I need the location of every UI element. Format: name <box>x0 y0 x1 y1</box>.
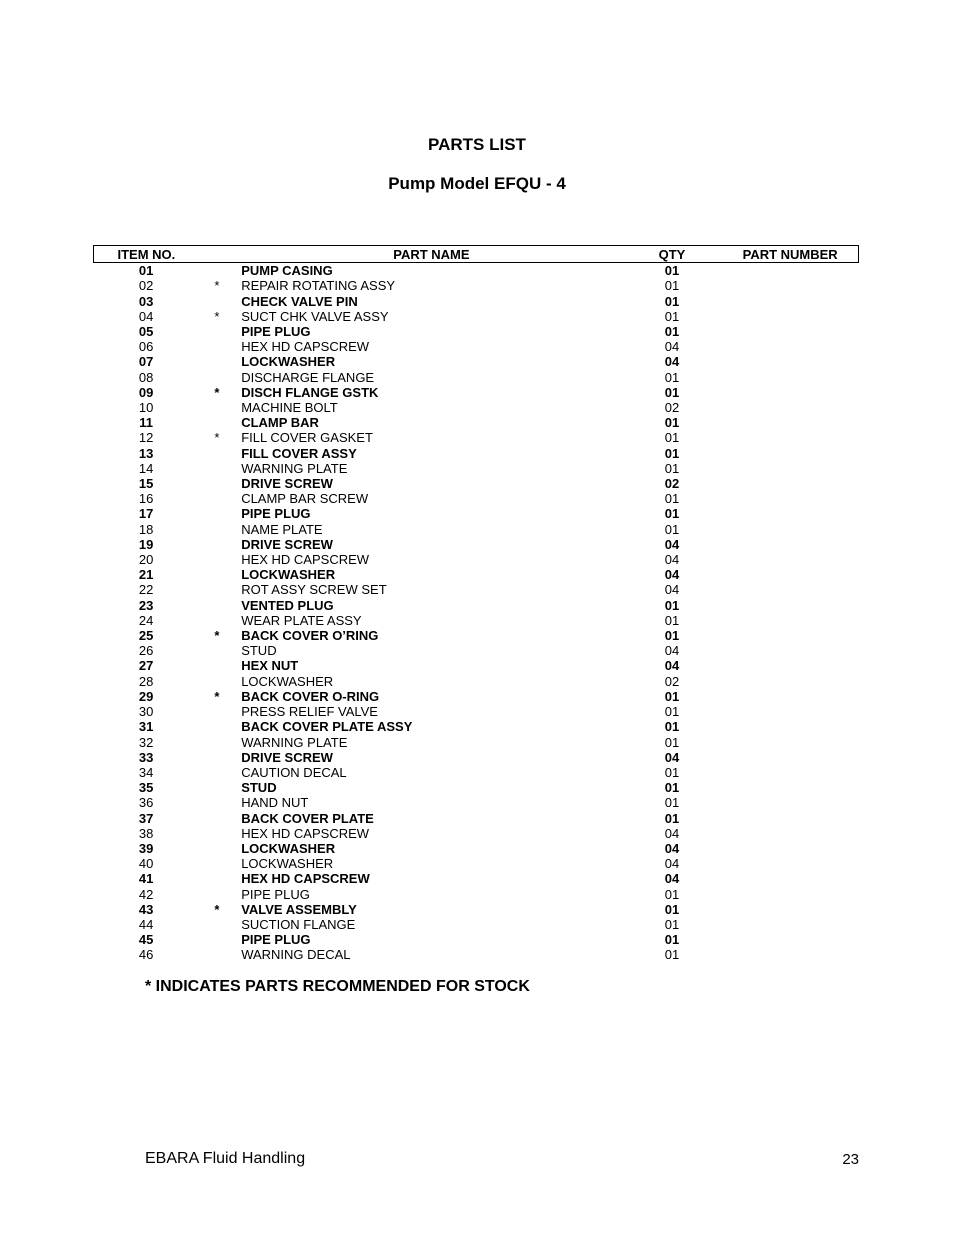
part-number-cell <box>722 750 858 765</box>
quantity-cell: 01 <box>664 628 680 644</box>
header-item-no: ITEM NO. <box>94 246 199 263</box>
part-name-cell: CLAMP BAR SCREW <box>241 491 369 507</box>
quantity-cell: 04 <box>664 749 680 765</box>
item-number-cell: 44 <box>138 916 154 932</box>
part-name-cell: REPAIR ROTATING ASSY <box>241 278 396 294</box>
quantity-cell: 01 <box>664 521 680 537</box>
table-row <box>94 902 859 917</box>
quantity-cell: 01 <box>664 597 680 613</box>
quantity-cell: 01 <box>664 810 680 826</box>
part-name-cell: HEX NUT <box>241 658 299 674</box>
part-number-cell <box>722 324 858 339</box>
part-name-cell: PIPE PLUG <box>241 506 311 522</box>
item-number-cell: 43 <box>138 901 154 917</box>
part-name-cell: CHECK VALVE PIN <box>241 293 358 309</box>
table-row <box>94 263 859 279</box>
item-number-cell: 18 <box>138 521 154 537</box>
stock-marker-cell <box>199 658 235 673</box>
part-number-cell <box>722 917 858 932</box>
part-number-cell <box>722 719 858 734</box>
stock-marker-cell <box>199 339 235 354</box>
table-row <box>94 856 859 871</box>
part-number-cell <box>722 294 858 309</box>
item-number-cell: 42 <box>138 886 154 902</box>
part-name-cell: LOCKWASHER <box>241 840 336 856</box>
page-title: PARTS LIST <box>428 135 526 154</box>
part-name-cell: LOCKWASHER <box>241 567 336 583</box>
part-name-cell: BACK COVER PLATE ASSY <box>241 719 413 735</box>
item-number-cell: 11 <box>139 415 153 431</box>
table-row <box>94 765 859 780</box>
stock-marker-cell <box>199 795 235 810</box>
part-name-cell: WARNING PLATE <box>241 734 348 750</box>
table-row <box>94 522 859 537</box>
part-name-cell: DRIVE SCREW <box>241 476 333 492</box>
stock-marker-cell <box>199 294 235 309</box>
part-number-cell <box>722 780 858 795</box>
stock-marker-cell <box>199 613 235 628</box>
table-row <box>94 841 859 856</box>
item-number-cell: 29 <box>138 688 154 704</box>
quantity-cell: 01 <box>664 719 680 735</box>
item-number-cell: 19 <box>138 536 154 552</box>
table-row <box>94 674 859 689</box>
table-row <box>94 552 859 567</box>
stock-marker-cell <box>199 917 235 932</box>
table-row <box>94 339 859 354</box>
table-row <box>94 704 859 719</box>
quantity-cell: 04 <box>664 354 680 370</box>
part-name-cell: WEAR PLATE ASSY <box>241 612 362 628</box>
stock-marker-cell <box>199 735 235 750</box>
quantity-cell: 01 <box>664 612 680 628</box>
table-row <box>94 871 859 886</box>
quantity-cell: 01 <box>664 795 680 811</box>
item-number-cell: 16 <box>138 491 154 507</box>
table-row <box>94 278 859 293</box>
item-number-cell: 45 <box>138 932 154 948</box>
stock-marker-cell <box>199 522 235 537</box>
part-name-cell: LOCKWASHER <box>241 673 334 689</box>
stock-marker-cell <box>199 887 235 902</box>
item-number-cell: 22 <box>138 582 154 598</box>
part-name-cell: MACHINE BOLT <box>241 400 338 416</box>
part-name-cell: WARNING DECAL <box>241 947 351 963</box>
quantity-cell: 04 <box>664 840 680 856</box>
item-number-cell: 28 <box>138 673 154 689</box>
part-number-cell <box>722 430 858 445</box>
footer-company: EBARA Fluid Handling <box>145 1150 306 1167</box>
stock-marker-cell: * <box>214 901 220 917</box>
stock-marker-cell <box>199 856 235 871</box>
part-name-cell: NAME PLATE <box>241 521 323 537</box>
part-name-cell: LOCKWASHER <box>241 856 334 872</box>
part-number-cell <box>722 628 858 643</box>
stock-marker-cell: * <box>214 308 220 324</box>
stock-marker-cell <box>199 552 235 567</box>
part-number-cell <box>722 370 858 385</box>
table-row <box>94 719 859 734</box>
item-number-cell: 02 <box>138 278 154 294</box>
table-row <box>94 887 859 902</box>
stock-marker-cell: * <box>214 688 220 704</box>
part-number-cell <box>722 704 858 719</box>
stock-marker-cell <box>199 461 235 476</box>
stock-marker-cell <box>199 491 235 506</box>
quantity-cell: 04 <box>664 552 680 568</box>
quantity-cell: 01 <box>664 491 680 507</box>
stock-marker-cell <box>199 780 235 795</box>
item-number-cell: 24 <box>138 612 154 628</box>
quantity-cell: 01 <box>664 764 680 780</box>
item-number-cell: 26 <box>138 643 154 659</box>
stock-marker-cell <box>199 947 235 962</box>
quantity-cell: 04 <box>664 658 680 674</box>
table-row <box>94 811 859 826</box>
quantity-cell: 01 <box>664 506 680 522</box>
item-number-cell: 31 <box>138 719 154 735</box>
table-row <box>94 400 859 415</box>
item-number-cell: 06 <box>138 339 154 355</box>
table-row <box>94 947 859 962</box>
quantity-cell: 04 <box>664 825 680 841</box>
stock-marker-cell <box>199 871 235 886</box>
table-row <box>94 370 859 385</box>
part-name-cell: HEX HD CAPSCREW <box>241 552 370 568</box>
quantity-cell: 04 <box>664 582 680 598</box>
part-number-cell <box>722 263 858 279</box>
part-number-cell <box>722 278 858 293</box>
part-number-cell <box>722 400 858 415</box>
part-name-cell: PIPE PLUG <box>241 932 311 948</box>
table-row <box>94 537 859 552</box>
stock-marker-cell <box>199 643 235 658</box>
item-number-cell: 37 <box>138 810 154 826</box>
part-name-cell: PIPE PLUG <box>241 886 310 902</box>
part-number-cell <box>722 932 858 947</box>
quantity-cell: 01 <box>664 445 680 461</box>
stock-marker-cell <box>199 932 235 947</box>
part-number-cell <box>722 491 858 506</box>
item-number-cell: 35 <box>138 780 154 796</box>
part-name-cell: CAUTION DECAL <box>241 764 347 780</box>
quantity-cell: 04 <box>664 536 680 552</box>
quantity-cell: 01 <box>664 734 680 750</box>
part-number-cell <box>722 613 858 628</box>
part-name-cell: BACK COVER O’RING <box>241 628 379 644</box>
part-name-cell: STUD <box>241 780 277 796</box>
item-number-cell: 27 <box>138 658 154 674</box>
part-number-cell <box>722 582 858 597</box>
quantity-cell: 01 <box>664 430 680 446</box>
parts-table-body <box>94 263 859 963</box>
quantity-cell: 01 <box>664 901 680 917</box>
part-number-cell <box>722 643 858 658</box>
table-row <box>94 385 859 400</box>
stock-marker-cell <box>199 263 235 279</box>
part-name-cell: LOCKWASHER <box>241 354 336 370</box>
quantity-cell: 01 <box>664 308 680 324</box>
stock-marker-cell <box>199 324 235 339</box>
quantity-cell: 02 <box>664 476 680 492</box>
stock-marker-cell <box>199 415 235 430</box>
stock-marker-cell <box>199 598 235 613</box>
part-number-cell <box>722 598 858 613</box>
stock-marker-cell <box>199 476 235 491</box>
part-name-cell: DISCH FLANGE GSTK <box>241 384 379 400</box>
table-row <box>94 506 859 521</box>
stock-marker-cell <box>199 582 235 597</box>
part-name-cell: VALVE ASSEMBLY <box>241 901 357 917</box>
part-number-cell <box>722 446 858 461</box>
quantity-cell: 01 <box>664 324 680 340</box>
item-number-cell: 14 <box>138 460 154 476</box>
quantity-cell: 01 <box>664 916 680 932</box>
item-number-cell: 25 <box>138 628 154 644</box>
part-name-cell: WARNING PLATE <box>241 460 348 476</box>
item-number-cell: 10 <box>138 400 154 416</box>
stock-marker-cell: * <box>214 384 220 400</box>
quantity-cell: 01 <box>664 263 680 279</box>
stock-marker-cell <box>199 719 235 734</box>
part-name-cell: SUCTION FLANGE <box>241 916 356 932</box>
part-name-cell: PRESS RELIEF VALVE <box>241 704 378 720</box>
part-name-cell: FILL COVER GASKET <box>241 430 373 446</box>
stock-marker-cell <box>199 400 235 415</box>
part-number-cell <box>722 887 858 902</box>
stock-marker-cell <box>199 370 235 385</box>
quantity-cell: 01 <box>664 384 680 400</box>
table-row <box>94 354 859 369</box>
stock-marker-cell <box>199 841 235 856</box>
item-number-cell: 09 <box>138 384 154 400</box>
quantity-cell: 04 <box>664 567 680 583</box>
part-number-cell <box>722 902 858 917</box>
table-row <box>94 476 859 491</box>
part-number-cell <box>722 415 858 430</box>
part-name-cell: HEX HD CAPSCREW <box>241 871 370 887</box>
quantity-cell: 01 <box>664 704 680 720</box>
header-part-name: PART NAME <box>235 246 621 263</box>
header-qty: QTY <box>622 246 723 263</box>
quantity-cell: 01 <box>664 780 680 796</box>
stock-marker-cell <box>199 537 235 552</box>
table-row <box>94 491 859 506</box>
stock-marker-cell <box>199 765 235 780</box>
table-row <box>94 598 859 613</box>
table-row <box>94 309 859 324</box>
table-row <box>94 294 859 309</box>
item-number-cell: 03 <box>138 293 154 309</box>
part-number-cell <box>722 947 858 962</box>
table-row <box>94 750 859 765</box>
quantity-cell: 01 <box>664 947 680 963</box>
quantity-cell: 04 <box>664 856 680 872</box>
part-number-cell <box>722 385 858 400</box>
item-number-cell: 36 <box>138 795 154 811</box>
table-row <box>94 628 859 643</box>
table-row <box>94 643 859 658</box>
part-name-cell: STUD <box>241 643 277 659</box>
item-number-cell: 08 <box>138 369 154 385</box>
part-number-cell <box>722 567 858 582</box>
quantity-cell: 01 <box>664 415 680 431</box>
quantity-cell: 02 <box>664 400 680 416</box>
stock-marker-cell: * <box>214 628 220 644</box>
stock-marker-cell <box>199 567 235 582</box>
item-number-cell: 15 <box>138 476 154 492</box>
stock-marker-cell <box>199 826 235 841</box>
part-number-cell <box>722 354 858 369</box>
part-number-cell <box>722 735 858 750</box>
header-marker <box>199 246 235 263</box>
item-number-cell: 34 <box>138 764 154 780</box>
parts-table <box>93 245 859 963</box>
stock-footnote: * INDICATES PARTS RECOMMENDED FOR STOCK <box>145 978 530 995</box>
item-number-cell: 01 <box>138 263 154 279</box>
quantity-cell: 01 <box>664 293 680 309</box>
table-row <box>94 658 859 673</box>
part-name-cell: DRIVE SCREW <box>241 536 333 552</box>
stock-marker-cell: * <box>214 430 220 446</box>
table-row <box>94 826 859 841</box>
quantity-cell: 04 <box>664 871 680 887</box>
part-name-cell: SUCT CHK VALVE ASSY <box>241 308 389 324</box>
table-row <box>94 795 859 810</box>
item-number-cell: 07 <box>138 354 154 370</box>
quantity-cell: 01 <box>664 688 680 704</box>
part-name-cell: DISCHARGE FLANGE <box>241 369 375 385</box>
part-number-cell <box>722 689 858 704</box>
quantity-cell: 02 <box>664 673 680 689</box>
page-subtitle: Pump Model EFQU - 4 <box>388 174 566 193</box>
part-number-cell <box>722 795 858 810</box>
quantity-cell: 04 <box>664 339 680 355</box>
stock-marker-cell <box>199 750 235 765</box>
table-row <box>94 430 859 445</box>
part-name-cell: DRIVE SCREW <box>241 749 333 765</box>
item-number-cell: 39 <box>138 840 154 856</box>
stock-marker-cell <box>199 354 235 369</box>
item-number-cell: 17 <box>138 506 154 522</box>
part-number-cell <box>722 537 858 552</box>
table-row <box>94 932 859 947</box>
quantity-cell: 01 <box>664 369 680 385</box>
part-name-cell: FILL COVER ASSY <box>241 445 357 461</box>
item-number-cell: 33 <box>138 749 154 765</box>
item-number-cell: 23 <box>138 597 154 613</box>
stock-marker-cell: * <box>214 278 220 294</box>
stock-marker-cell <box>199 446 235 461</box>
part-number-cell <box>722 871 858 886</box>
item-number-cell: 46 <box>138 947 154 963</box>
item-number-cell: 20 <box>138 552 154 568</box>
part-number-cell <box>722 476 858 491</box>
stock-marker-cell <box>199 704 235 719</box>
footer-page-number: 23 <box>842 1151 859 1168</box>
part-number-cell <box>722 658 858 673</box>
stock-marker-cell <box>199 811 235 826</box>
quantity-cell: 01 <box>664 932 680 948</box>
item-number-cell: 21 <box>138 567 154 583</box>
table-row <box>94 461 859 476</box>
part-name-cell: VENTED PLUG <box>241 597 334 613</box>
part-name-cell: HEX HD CAPSCREW <box>241 339 370 355</box>
item-number-cell: 05 <box>138 324 154 340</box>
table-row <box>94 567 859 582</box>
part-number-cell <box>722 674 858 689</box>
table-row <box>94 613 859 628</box>
part-name-cell: HEX HD CAPSCREW <box>241 825 370 841</box>
part-number-cell <box>722 309 858 324</box>
item-number-cell: 38 <box>138 825 154 841</box>
item-number-cell: 32 <box>138 734 154 750</box>
part-number-cell <box>722 522 858 537</box>
item-number-cell: 04 <box>138 308 154 324</box>
part-name-cell: PIPE PLUG <box>241 324 311 340</box>
item-number-cell: 30 <box>138 704 154 720</box>
stock-marker-cell <box>199 506 235 521</box>
table-row <box>94 917 859 932</box>
table-row <box>94 415 859 430</box>
quantity-cell: 01 <box>664 278 680 294</box>
part-number-cell <box>722 461 858 476</box>
part-name-cell: HAND NUT <box>241 795 309 811</box>
part-name-cell: ROT ASSY SCREW SET <box>241 582 387 598</box>
part-number-cell <box>722 339 858 354</box>
table-header-row <box>94 246 859 263</box>
table-row <box>94 582 859 597</box>
table-row <box>94 780 859 795</box>
part-name-cell: CLAMP BAR <box>241 415 319 431</box>
item-number-cell: 41 <box>138 871 154 887</box>
table-row <box>94 735 859 750</box>
stock-marker-cell <box>199 674 235 689</box>
part-number-cell <box>722 841 858 856</box>
part-number-cell <box>722 826 858 841</box>
quantity-cell: 01 <box>664 886 680 902</box>
part-number-cell <box>722 856 858 871</box>
item-number-cell: 13 <box>138 445 154 461</box>
part-number-cell <box>722 506 858 521</box>
table-row <box>94 689 859 704</box>
part-name-cell: BACK COVER PLATE <box>241 810 374 826</box>
part-number-cell <box>722 811 858 826</box>
header-part-number: PART NUMBER <box>722 246 858 263</box>
quantity-cell: 01 <box>664 460 680 476</box>
part-number-cell <box>722 552 858 567</box>
quantity-cell: 04 <box>664 643 680 659</box>
item-number-cell: 12 <box>138 430 154 446</box>
part-name-cell: BACK COVER O-RING <box>241 688 380 704</box>
part-number-cell <box>722 765 858 780</box>
item-number-cell: 40 <box>138 856 154 872</box>
part-name-cell: PUMP CASING <box>241 263 333 279</box>
table-row <box>94 446 859 461</box>
table-row <box>94 324 859 339</box>
